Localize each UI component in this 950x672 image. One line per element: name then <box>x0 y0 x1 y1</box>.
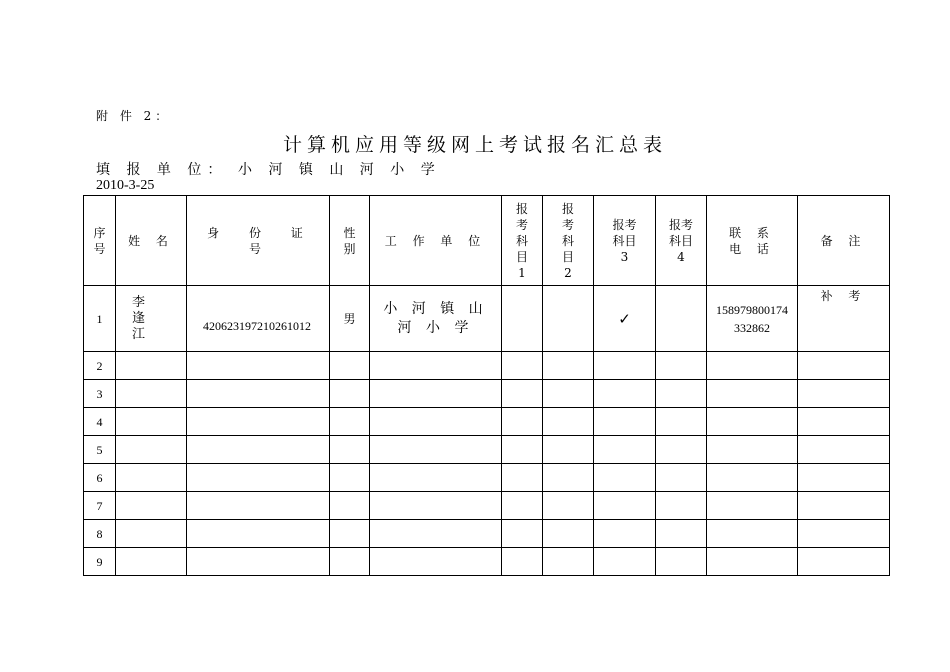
header-subject-2: 报考科目2 <box>543 196 594 286</box>
header-remark: 备 注 <box>798 196 890 286</box>
reporting-unit-value: 小 河 镇 山 河 小 学 <box>238 162 441 178</box>
cell-name: 李 逢 江 <box>116 286 187 352</box>
document-title: 计算机应用等级网上考试报名汇总表 <box>282 134 667 156</box>
cell-work-unit: 小 河 镇 山 河 小 学 <box>370 286 502 352</box>
table-row <box>84 352 890 380</box>
cell-id-number: 420623197210261012 <box>187 286 330 352</box>
cell-subject-3-check: ✓ <box>594 286 656 352</box>
header-subject-3: 报考科目3 <box>594 196 656 286</box>
table-row <box>84 408 890 436</box>
table-row <box>84 520 890 548</box>
cell-seq: 8 <box>84 520 116 548</box>
header-row <box>84 196 890 286</box>
header-phone: 联 系 电 话 <box>707 196 798 286</box>
reporting-unit-label: 填 报 单 位： <box>96 162 228 178</box>
header-name: 姓 名 <box>116 196 187 286</box>
registration-table <box>83 195 890 576</box>
header-id: 身 份 证 号 <box>187 196 330 286</box>
table-row <box>84 548 890 576</box>
cell-gender: 男 <box>330 286 370 352</box>
cell-seq: 9 <box>84 548 116 576</box>
table-row <box>84 286 890 352</box>
cell-subject-2 <box>543 286 594 352</box>
reporting-unit-row <box>96 159 441 179</box>
report-date: 2010-3-25 <box>96 178 155 193</box>
table-row <box>84 464 890 492</box>
cell-seq: 5 <box>84 436 116 464</box>
header-subject-4: 报考科目4 <box>656 196 707 286</box>
table-row <box>84 380 890 408</box>
header-work-unit: 工 作 单 位 <box>370 196 502 286</box>
header-gender: 性别 <box>330 196 370 286</box>
cell-subject-1 <box>502 286 543 352</box>
table-row <box>84 436 890 464</box>
table-row <box>84 492 890 520</box>
header-seq: 序号 <box>84 196 116 286</box>
attachment-label: 附 件 2： <box>96 109 172 123</box>
cell-seq: 4 <box>84 408 116 436</box>
cell-remark: 补 考 <box>798 286 890 352</box>
cell-seq: 1 <box>84 286 116 352</box>
cell-seq: 7 <box>84 492 116 520</box>
cell-seq: 2 <box>84 352 116 380</box>
cell-subject-4 <box>656 286 707 352</box>
cell-seq: 6 <box>84 464 116 492</box>
header-subject-1: 报考科目1 <box>502 196 543 286</box>
cell-seq: 3 <box>84 380 116 408</box>
cell-phone: 158979800174332862 <box>707 286 798 352</box>
